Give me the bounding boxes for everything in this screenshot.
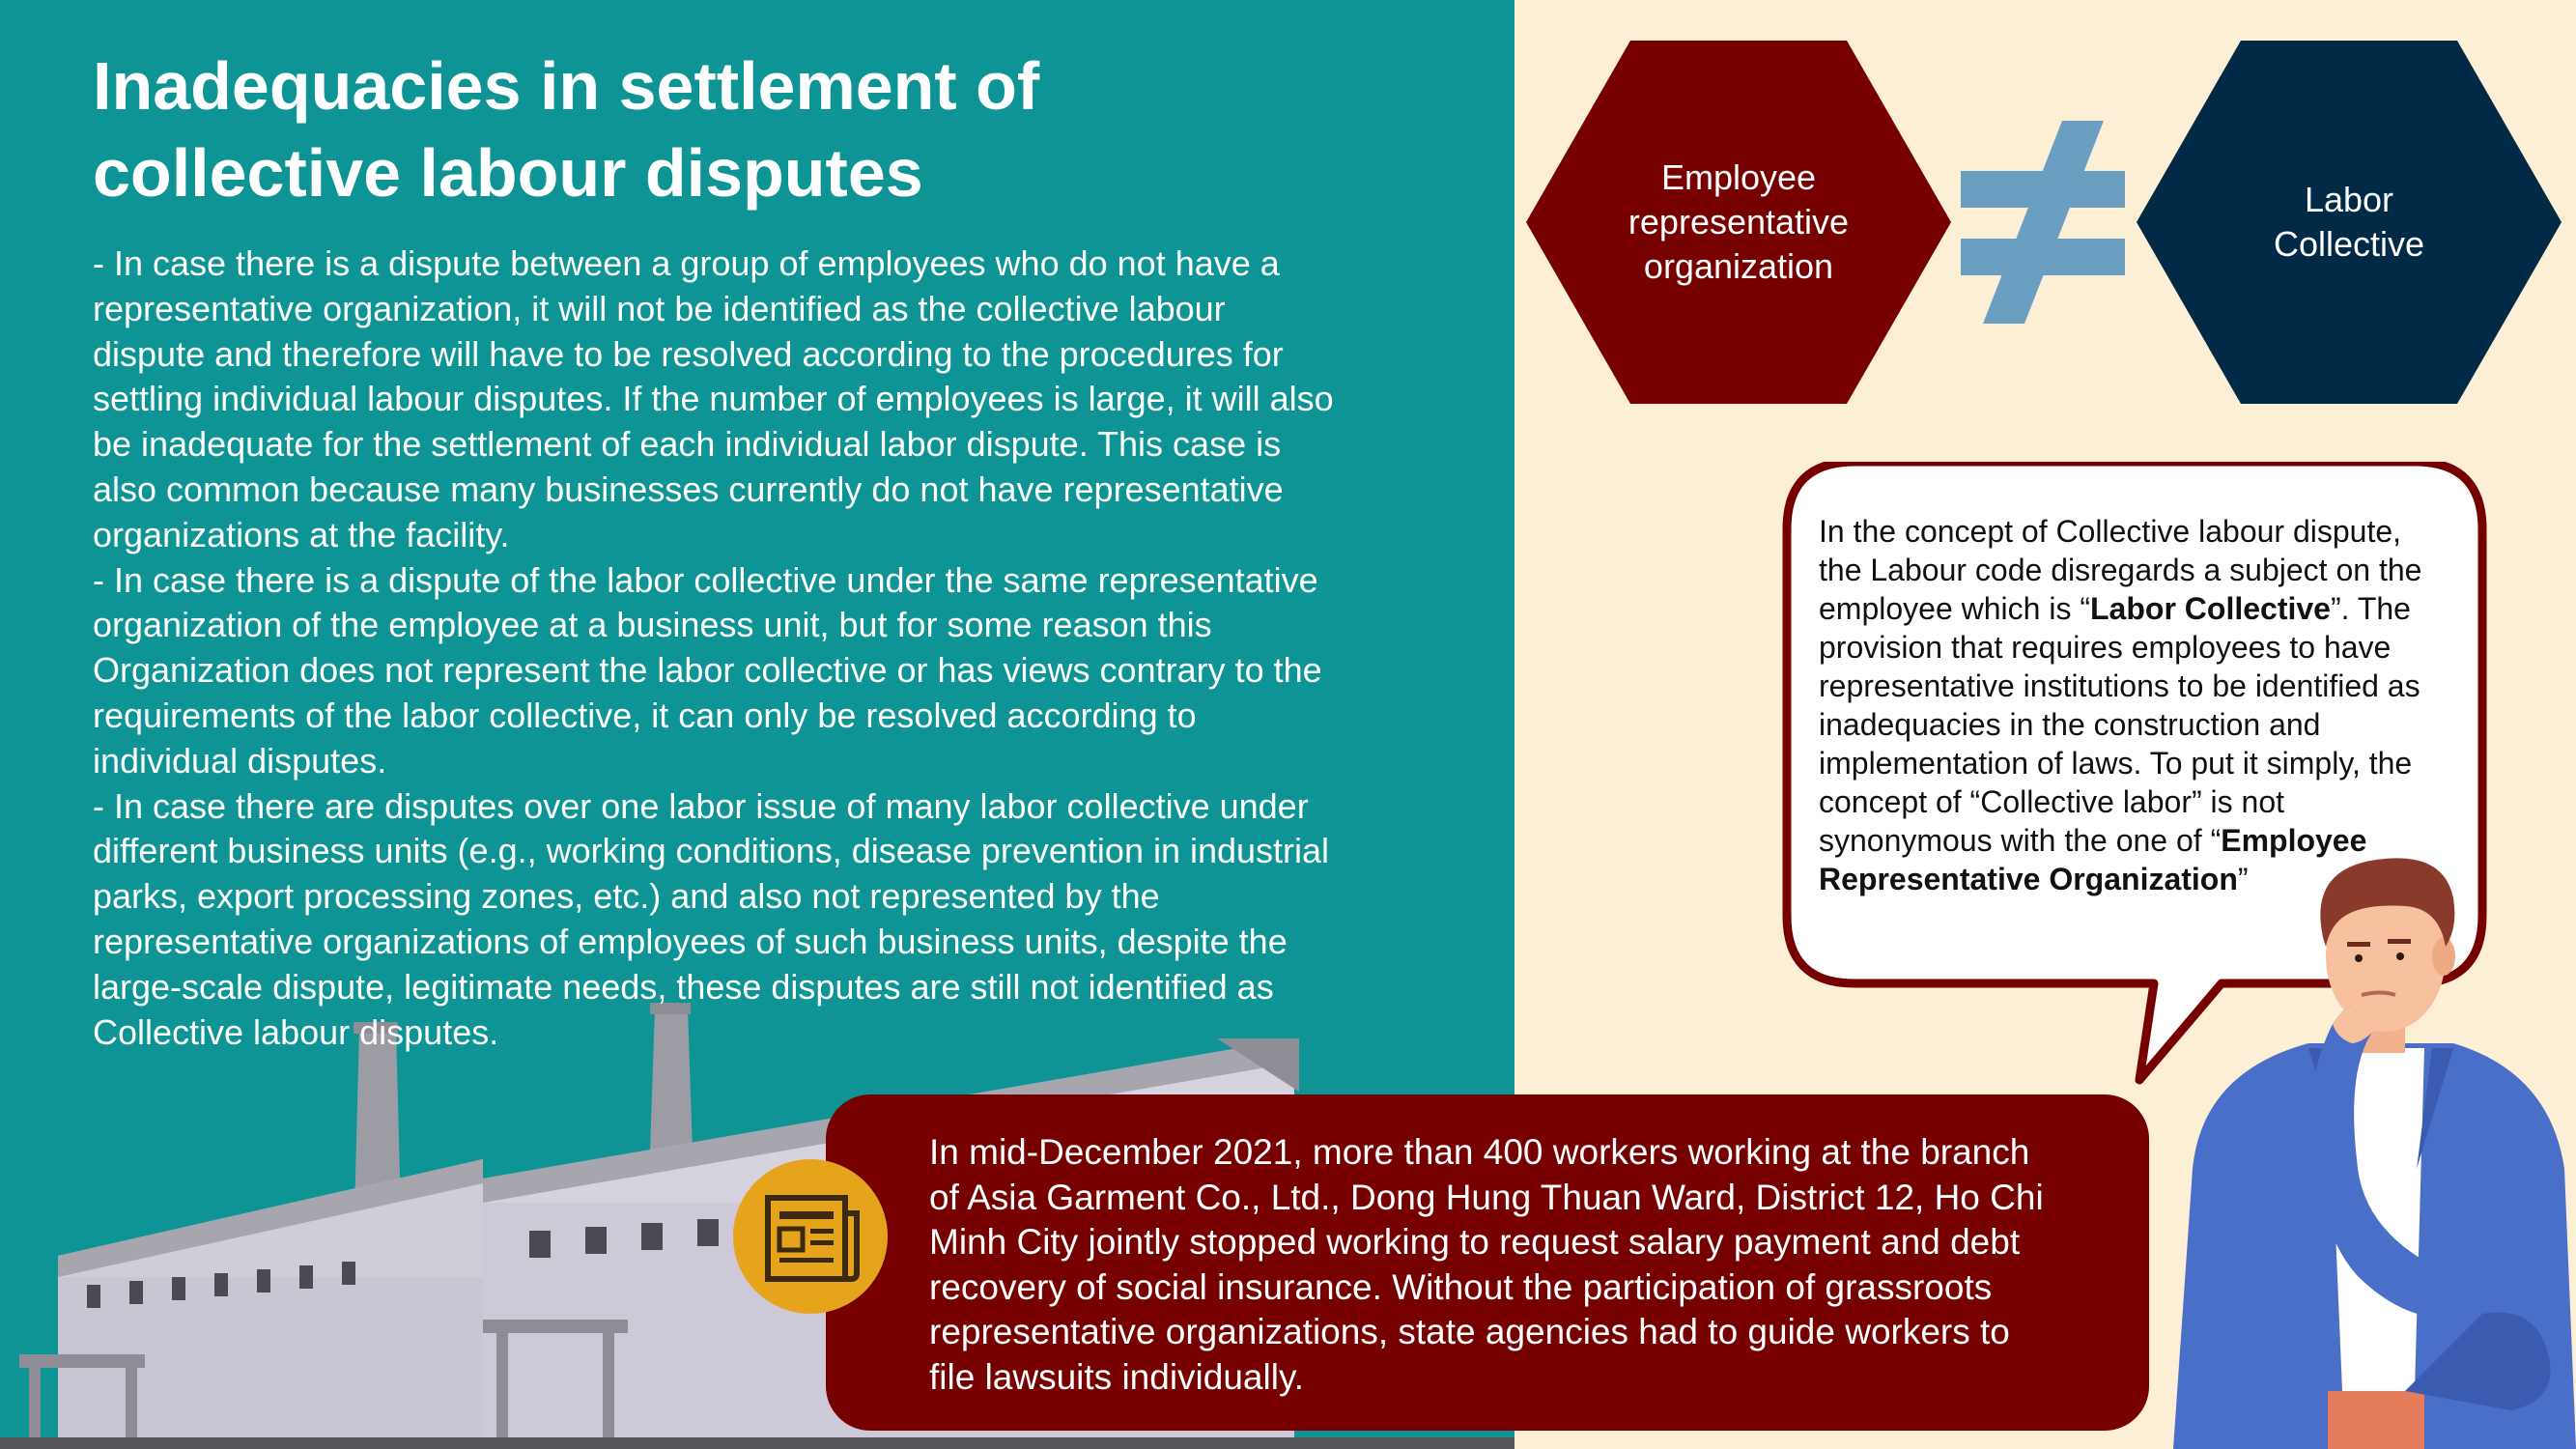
body-line: representative organizations of employees of such business units, despite the bbox=[93, 921, 1288, 961]
news-line: recovery of social insurance. Without the participation of grassroots bbox=[929, 1266, 1993, 1307]
body-text bbox=[93, 242, 1464, 1055]
hexagon-label bbox=[1526, 41, 1951, 404]
bubble-line: representative institutions to be identified as bbox=[1819, 668, 2420, 703]
title-line: Inadequacies in settlement of bbox=[93, 48, 1040, 124]
news-line: of Asia Garment Co., Ltd., Dong Hung Thuan Ward, District 12, Ho Chi bbox=[929, 1177, 2044, 1217]
bubble-line bbox=[1819, 589, 2476, 628]
hexagon-label-line: representative bbox=[1628, 202, 1850, 242]
body-line: organizations at the facility. bbox=[93, 514, 510, 554]
bubble-line: the Labour code disregards a subject on the bbox=[1819, 553, 2422, 587]
body-line: organization of the employee at a business unit, but for some reason this bbox=[93, 605, 1212, 645]
bubble-emphasis: Labor Collective bbox=[2090, 591, 2331, 626]
body-line: parks, export processing zones, etc.) and also not represented by the bbox=[93, 876, 1160, 917]
body-line: requirements of the labor collective, it can only be resolved according to bbox=[93, 695, 1197, 735]
body-line: - In case there is a dispute of the labor collective under the same representative bbox=[93, 559, 1318, 600]
bubble-text-span: synonymous with the one of “ bbox=[1819, 823, 2222, 858]
bubble-line: provision that requires employees to have bbox=[1819, 630, 2392, 665]
bubble-line: concept of “Collective labor” is not bbox=[1819, 784, 2284, 819]
body-line: individual disputes. bbox=[93, 740, 387, 781]
bubble-line: implementation of laws. To put it simply, the bbox=[1819, 746, 2413, 781]
bubble-text-span: ” bbox=[2237, 862, 2249, 896]
news-line: Minh City jointly stopped working to request salary payment and debt bbox=[929, 1222, 2021, 1262]
body-line: also common because many businesses currently do not have representative bbox=[93, 469, 1284, 509]
bubble-text-span: employee which is “ bbox=[1819, 591, 2090, 626]
thinking-person-illustration bbox=[2164, 850, 2576, 1449]
hexagon-labor-collective bbox=[2137, 41, 2562, 404]
body-line: different business units (e.g., working conditions, disease prevention in industrial bbox=[93, 831, 1330, 871]
bubble-line: In the concept of Collective labour dispute, bbox=[1819, 514, 2402, 549]
body-line: be inadequate for the settlement of each individual labor dispute. This case is bbox=[93, 424, 1282, 465]
hexagon-label bbox=[2137, 41, 2562, 404]
body-line: large-scale dispute, legitimate needs, these disputes are still not identified as bbox=[93, 966, 1274, 1007]
body-line: representative organization, it will not be identified as the collective labour bbox=[93, 288, 1226, 328]
news-line: representative organizations, state agencies had to guide workers to bbox=[929, 1312, 2010, 1351]
body-line: dispute and therefore will have to be resolved according to the procedures for bbox=[93, 333, 1284, 374]
page-title bbox=[93, 43, 1348, 216]
bubble-line: inadequacies in the construction and bbox=[1819, 707, 2321, 742]
body-line: Collective labour disputes. bbox=[93, 1011, 499, 1052]
body-line: settling individual labour disputes. If the number of employees is large, it will also bbox=[93, 379, 1334, 419]
body-line: Organization does not represent the labor collective or has views contrary to the bbox=[93, 650, 1322, 691]
newspaper-icon bbox=[733, 1159, 888, 1314]
bubble-emphasis: Employee bbox=[2221, 823, 2367, 858]
hexagon-label-line: Collective bbox=[2273, 224, 2425, 264]
title-line: collective labour disputes bbox=[93, 135, 923, 211]
hexagon-label-line: Labor bbox=[2304, 180, 2394, 219]
news-text bbox=[929, 1130, 2108, 1400]
bubble-emphasis: Representative Organization bbox=[1819, 862, 2238, 896]
hexagon-employee-representative-organization bbox=[1526, 41, 1951, 404]
hexagon-label-line: Employee bbox=[1660, 157, 1817, 197]
news-line: file lawsuits individually. bbox=[929, 1356, 1304, 1397]
news-line: In mid-December 2021, more than 400 workers working at the branch bbox=[929, 1132, 2030, 1172]
bubble-text bbox=[1819, 512, 2476, 898]
body-line: - In case there are disputes over one labor issue of many labor collective under bbox=[93, 785, 1309, 826]
body-line: - In case there is a dispute between a group of employees who do not have a bbox=[93, 243, 1280, 283]
bubble-text-span: ”. The bbox=[2330, 591, 2411, 626]
not-equal-icon bbox=[1961, 121, 2125, 324]
hexagon-label-line: organization bbox=[1643, 246, 1834, 286]
